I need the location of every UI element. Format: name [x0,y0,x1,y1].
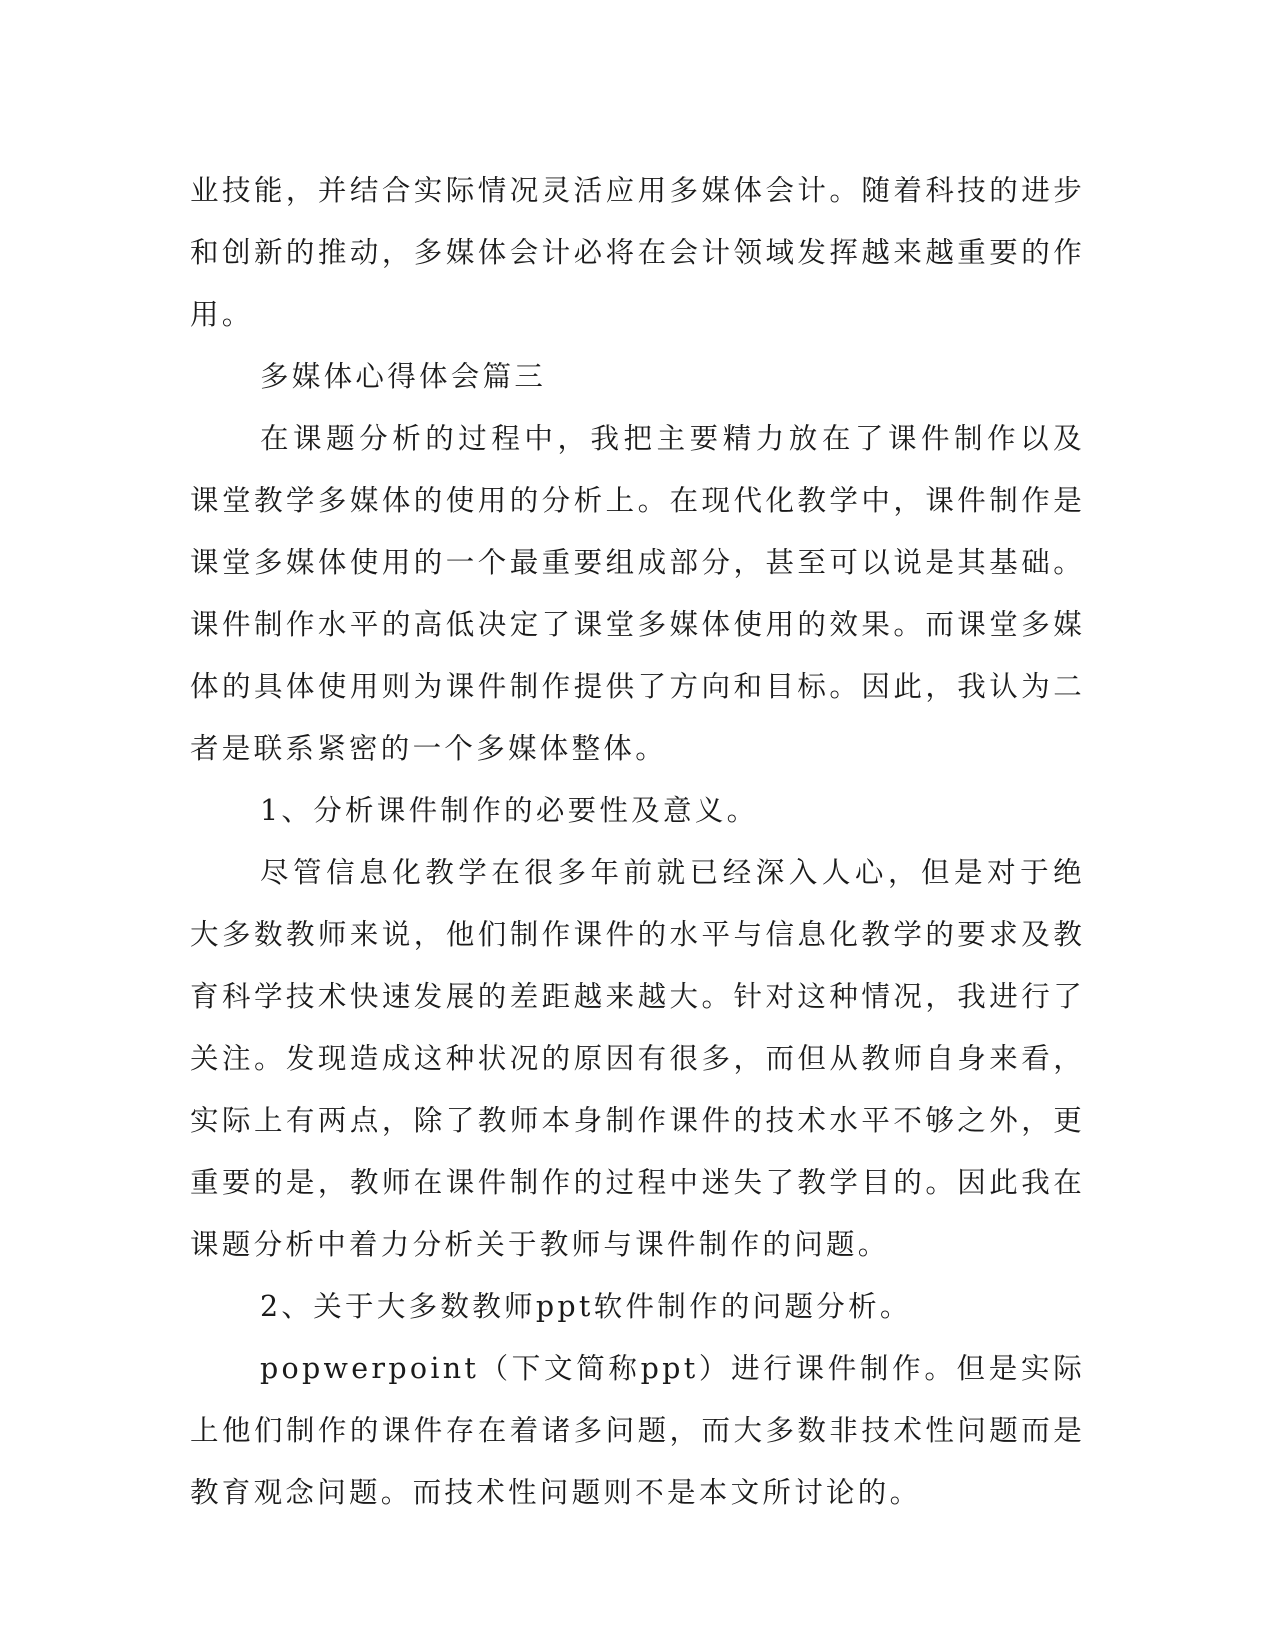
section-heading: 多媒体心得体会篇三 [260,360,547,393]
paragraph-intro: 在课题分析的过程中，我把主要精力放在了课件制作以及课堂教学多媒体的使用的分析上。在现代化教学中，课件制作是课堂多媒体使用的一个最重要组成部分，甚至可以说是其基础。课件制作水平的高低决定了课堂多媒体使用的效果。而课堂多媒体的具体使用则为课件制作提供了方向和目标。因此，我认为二者是联系紧密的一个多媒体整体。 [190,422,1085,765]
subheading-2: 2、关于大多数教师ppt软件制作的问题分析。 [260,1290,912,1323]
paragraph-ppt: popwerpoint（下文简称ppt）进行课件制作。但是实际上他们制作的课件存在着诸多问题，而大多数非技术性问题而是教育观念问题。而技术性问题则不是本文所讨论的。 [190,1352,1085,1509]
paragraph-analysis: 尽管信息化教学在很多年前就已经深入人心，但是对于绝大多数教师来说，他们制作课件的水平与信息化教学的要求及教育科学技术快速发展的差距越来越大。针对这种情况，我进行了关注。发现造成这种状况的原因有很多，而但从教师自身来看，实际上有两点，除了教师本身制作课件的技术水平不够之外，更重要的是，教师在课件制作的过程中迷失了教学目的。因此我在课题分析中着力分析关于教师与课件制作的问题。 [190,856,1085,1261]
paragraph-continuation: 业技能，并结合实际情况灵活应用多媒体会计。随着科技的进步和创新的推动，多媒体会计必将在会计领域发挥越来越重要的作用。 [190,174,1085,331]
subheading-1: 1、分析课件制作的必要性及意义。 [260,794,759,827]
document-body [190,160,1085,1524]
